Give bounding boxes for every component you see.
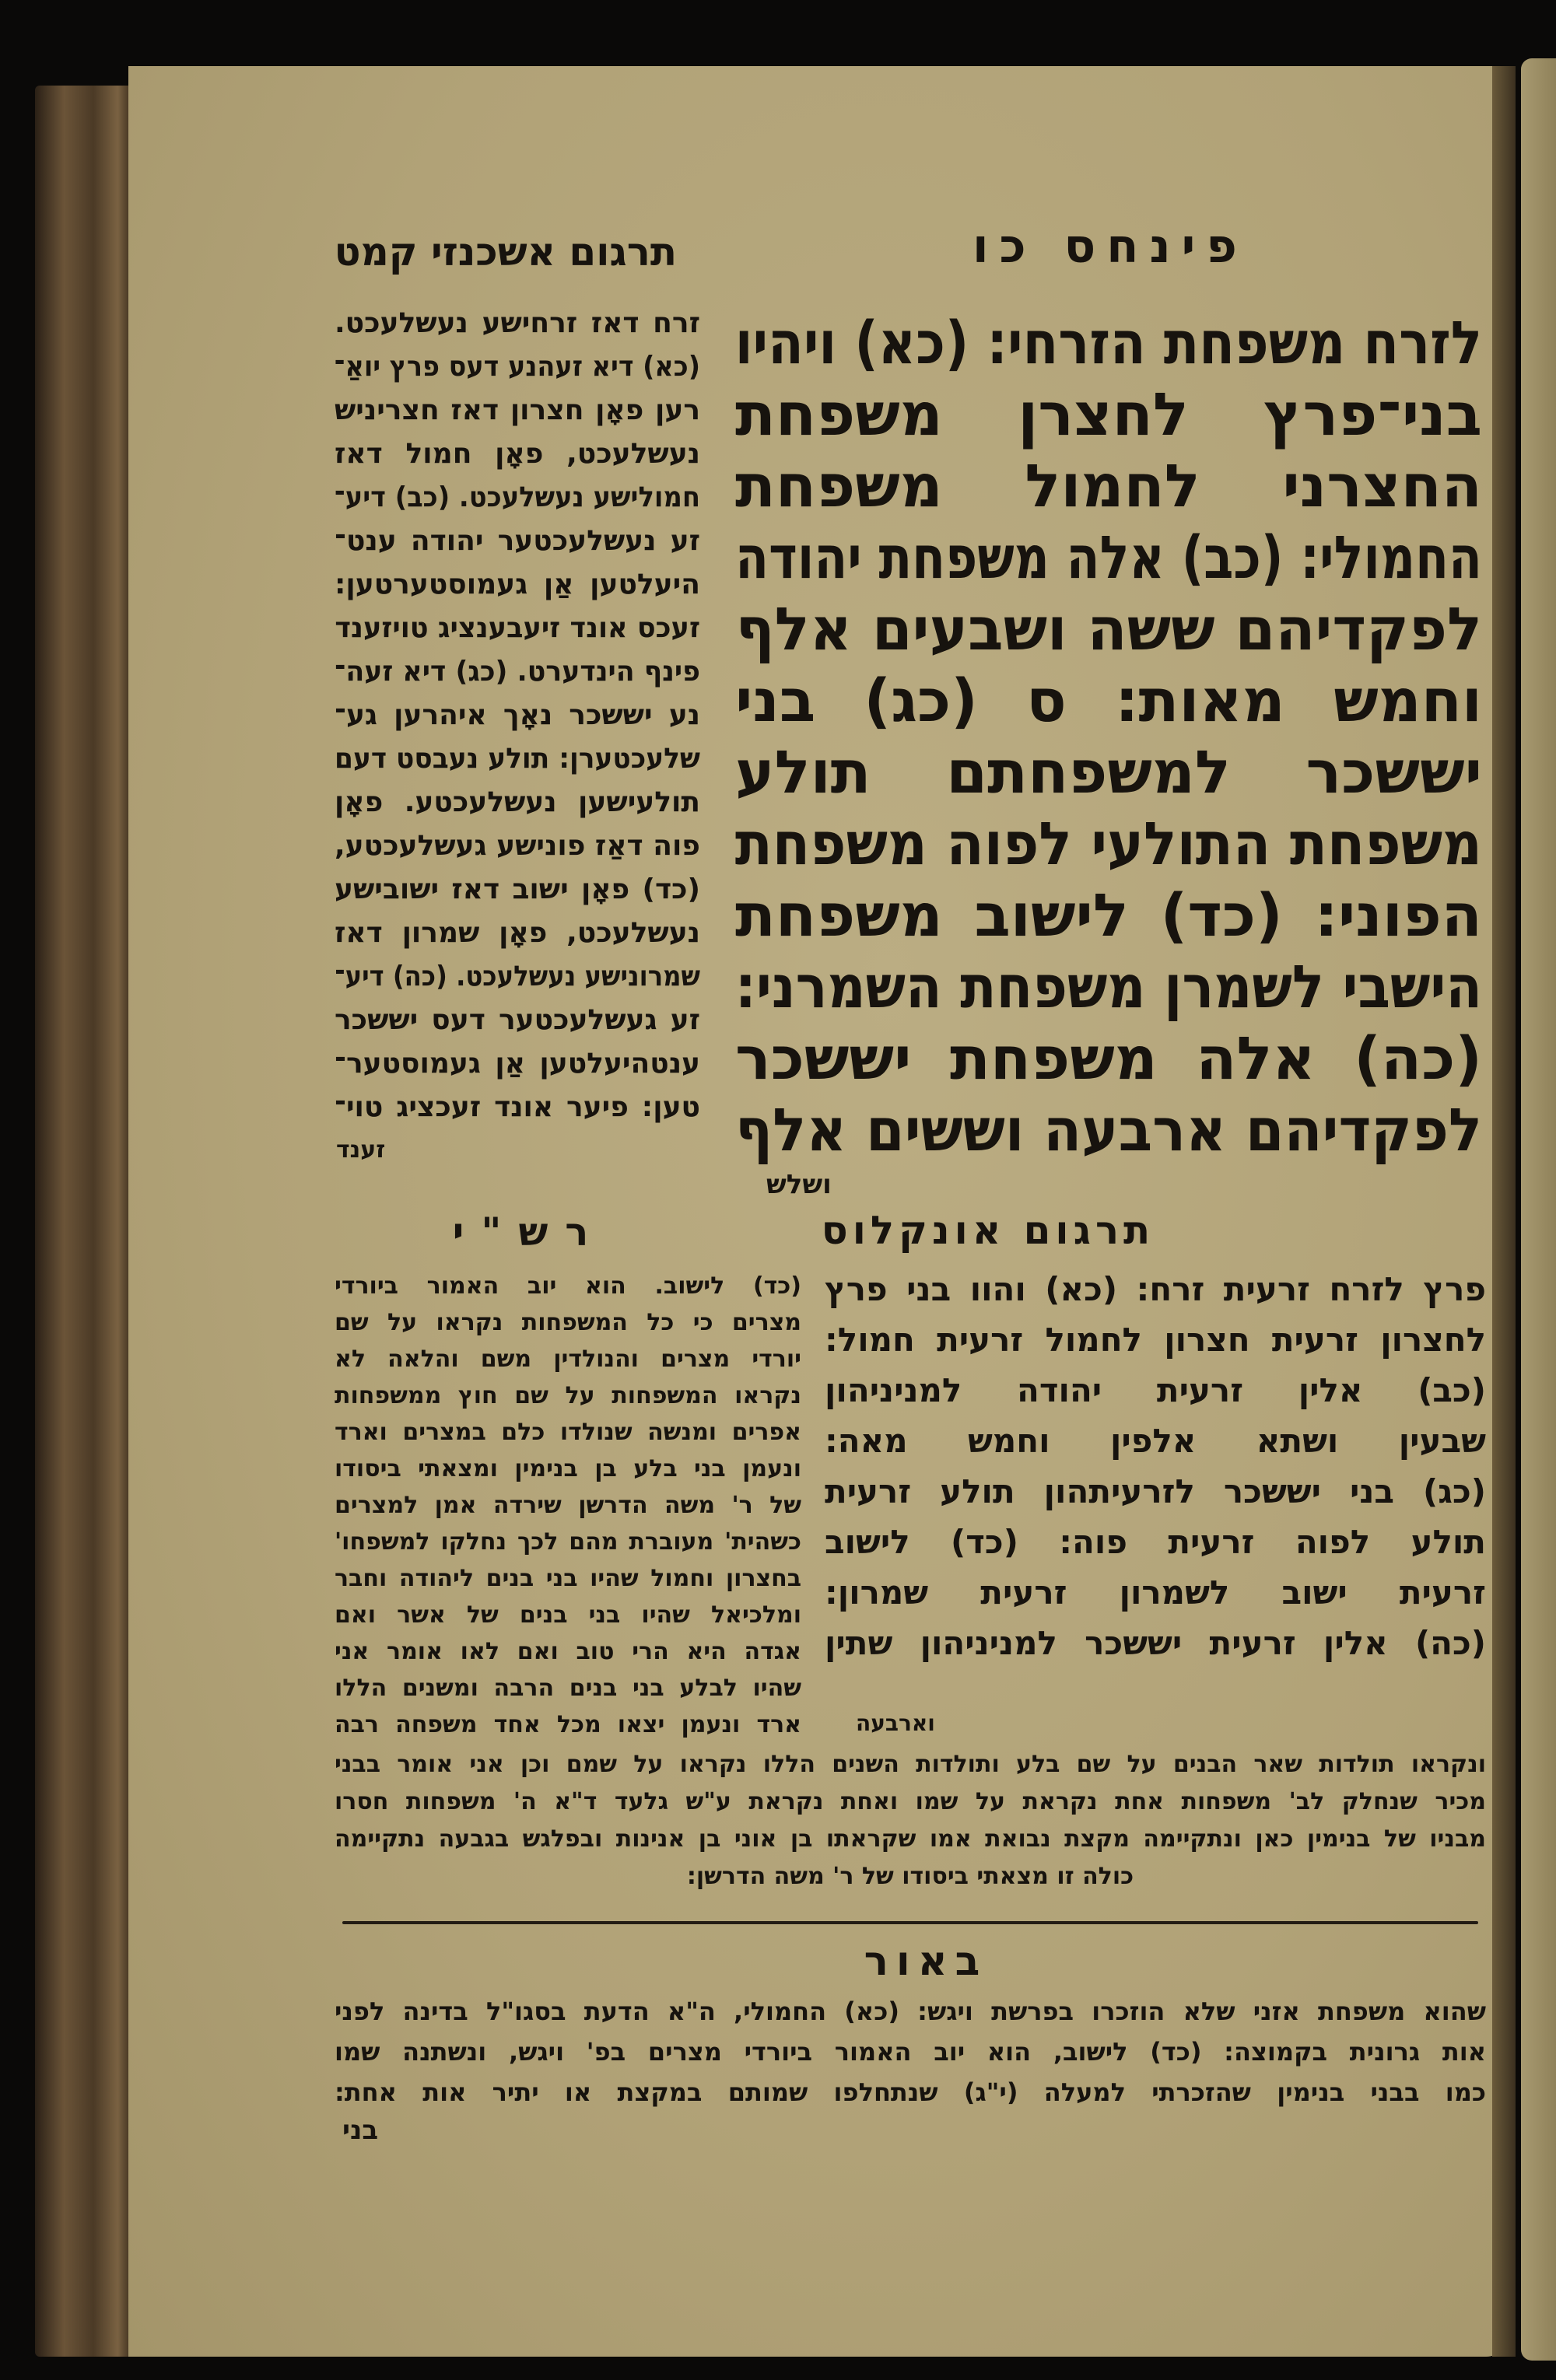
onkelos-title: תרגום אונקלוס	[821, 1208, 1155, 1253]
text-line: מבניו של בנימין כאן ונתקיימה מקצת נבואת אמו שקראתו בן אוני בן אנינות ובפלגש בגבעה נתקיימה	[335, 1825, 1486, 1853]
rashi-title: רש"י	[452, 1209, 606, 1255]
torah-text-column	[735, 307, 1482, 1166]
text-line: נע יששכר נאָך איהרען גע־	[335, 699, 700, 731]
text-line: ונעמן בני בלע בן בנימין ומצאתי ביסודו	[335, 1455, 801, 1482]
text-line: אגדה היא הרי טוב ואם לאו אומר אני	[335, 1638, 801, 1665]
text-line: מצרים כי כל המשפחות נקראו על שם	[335, 1309, 801, 1336]
text-line: שבעין ושתא אלפין וחמש מאה:	[825, 1422, 1486, 1460]
text-line: ארד ונעמן יצאו מכל אחד משפחה רבה	[335, 1711, 801, 1738]
text-line: החצרני לחמול משפחת	[735, 451, 1482, 520]
text-line: אות גרונית בקמוצה: (כד) לישוב, הוא יוב האמור ביורדי מצרים בפ' ויגש, ונשתנה שמו	[335, 2037, 1486, 2067]
text-line: נקראו המשפחות על שם חוץ ממשפחות	[335, 1382, 801, 1409]
text-line: תולע לפוה זרעית פוה: (כד) לישוב	[825, 1523, 1486, 1561]
text-line: יורדי מצרים והנולדין משם והלאה לא	[335, 1346, 801, 1373]
text-line: יששכר למשפחתם תולע	[735, 737, 1482, 807]
text-line: זרעית ישוב לשמרון זרעית שמרון:	[825, 1573, 1486, 1612]
text-line: משפחת התולעי לפוה משפחת	[734, 809, 1482, 878]
text-line: ומלכיאל שהיו בני בנים של אשר ואם	[335, 1601, 801, 1629]
onkelos-column	[825, 1264, 1486, 1668]
text-line: (כד) לישוב. הוא יוב האמור ביורדי	[335, 1272, 801, 1300]
text-line: פינף הינדערט. (כג) דיא זעה־	[334, 656, 700, 688]
biur-column	[335, 1991, 1486, 2112]
text-line: החמולי: (כב) אלה משפחת יהודה	[735, 523, 1482, 592]
text-line: שהוא משפחת אזני שלא הוזכרו בפרשת ויגש: (כא) החמולי, ה"א הדעת בסגו"ל בדינה לפני	[335, 1997, 1486, 2026]
text-line: זעכס אונד זיעבענציג טויזענד	[335, 612, 700, 644]
next-page-edge	[1521, 58, 1556, 2361]
page-edges	[35, 86, 132, 2357]
text-line: (כא) דיא זעהנע דעס פרץ יואַ־	[334, 351, 700, 383]
biur-title: באור	[864, 1938, 988, 1985]
text-line: היעלטען אַן געמוסטערטען:	[335, 569, 700, 600]
text-line: (כד) פאָן ישוב דאז ישובישע	[335, 873, 700, 905]
text-line: לזרח משפחת הזרחי: (כא) ויהיו	[734, 308, 1482, 377]
text-line: בני־פרץ לחצרן משפחת	[735, 380, 1482, 449]
text-line: כשהית' מעוברת מהם לכך נחלקו למשפחו'	[335, 1528, 801, 1556]
text-line: (כה) אלין זרעית יששכר למניניהון שתין	[825, 1624, 1486, 1662]
targum-ashkenazi-catchword: זענד	[336, 1136, 386, 1164]
onkelos-catchword: וארבעה	[856, 1710, 935, 1736]
text-line: ענטהיעלטען אַן געמוסטער־	[335, 1048, 700, 1080]
text-line: זע געשלעכטער דעס יששכר	[335, 1004, 700, 1036]
text-line: (כג) בני יששכר לזרעיתהון תולע זרעית	[825, 1472, 1486, 1510]
biur-catchword: בני	[342, 2115, 379, 2146]
text-line: ונקראו תולדות שאר הבנים על שם בלע ותולדות השנים הללו נקראו על שמם וכן אני אומר בבני	[335, 1751, 1486, 1778]
text-line: תולעישען נעשלעכטע. פאָן	[335, 786, 700, 818]
section-divider	[342, 1921, 1478, 1924]
text-line: הפוני: (כד) לישוב משפחת	[735, 880, 1482, 950]
text-line: של ר' משה הדרשן שירדה אמן למצרים	[335, 1492, 801, 1519]
text-line: לפקדיהם ששה ושבעים אלף	[735, 594, 1482, 663]
text-line: וחמש מאות: ס (כג) בני	[735, 666, 1482, 735]
text-line: נעשלעכט, פאָן חמול דאז	[335, 438, 700, 470]
text-line: (כה) אלה משפחת יששכר	[735, 1024, 1482, 1093]
text-line: זרח דאז זרחישע נעשלעכט.	[335, 307, 700, 339]
text-line: טען: פיער אונד זעכציג טוי־	[335, 1091, 700, 1123]
text-line: לפקדיהם ארבעה וששים אלף	[735, 1095, 1482, 1164]
torah-catchword: ושלש	[766, 1169, 832, 1200]
text-line: שהיו לבלע בני בנים הרבה ומשנים הללו	[335, 1675, 801, 1702]
rashi-column	[335, 1268, 801, 1743]
text-line: פוה דאַז פונישע געשלעכטע,	[335, 830, 700, 862]
text-line: כולה זו מצאתי ביסודו של ר' משה הדרשן:	[686, 1863, 1134, 1890]
gutter-shadow	[1492, 66, 1516, 2357]
text-line: חמולישע נעשלעכט. (כב) דיע־	[334, 481, 700, 513]
targum-ashkenazi-column	[335, 302, 700, 1129]
text-line: כמו בבני בנימין שהזכרתי למעלה (י"ג) שנתחלפו שמותם במקצת או יתיר אות אחת:	[335, 2077, 1486, 2107]
parsha-title: פינחס כו	[972, 219, 1248, 274]
text-line: לחצרון זרעית חצרון לחמול זרעית חמול:	[825, 1321, 1486, 1359]
text-line: מכיר שנחלק לב' משפחות אחת נקראת על שמו ואחת נקראת ע"ש גלעד ד"א ה' משפחות חסרו	[335, 1788, 1486, 1815]
text-line: (כב) אלין זרעית יהודה למניניהון	[825, 1371, 1486, 1409]
text-line: פרץ לזרח זרעית זרח: (כא) והוו בני פרץ	[825, 1270, 1486, 1308]
targum-ashkenazi-title: תרגום אשכנזי קמט	[334, 229, 677, 275]
text-line: בחצרון וחמול שהיו בני בנים ליהודה וחבר	[335, 1565, 801, 1592]
text-line: שלעכטערן: תולע נעבסט דעם	[335, 743, 700, 775]
text-line: רען פאָן חצרון דאז חצריניש	[335, 394, 700, 426]
text-line: זע נעשלעכטער יהודה ענט־	[335, 525, 700, 557]
text-line: אפרים ומנשה שנולדו כלם במצרים וארד	[335, 1419, 801, 1446]
text-line: הישבי לשמרן משפחת השמרני:	[734, 952, 1482, 1021]
text-line: שמרונישע נעשלעכט. (כה) דיע־	[335, 961, 700, 992]
rashi-continuation	[335, 1746, 1486, 1895]
text-line: נעשלעכט, פאָן שמרון דאז	[335, 917, 700, 949]
